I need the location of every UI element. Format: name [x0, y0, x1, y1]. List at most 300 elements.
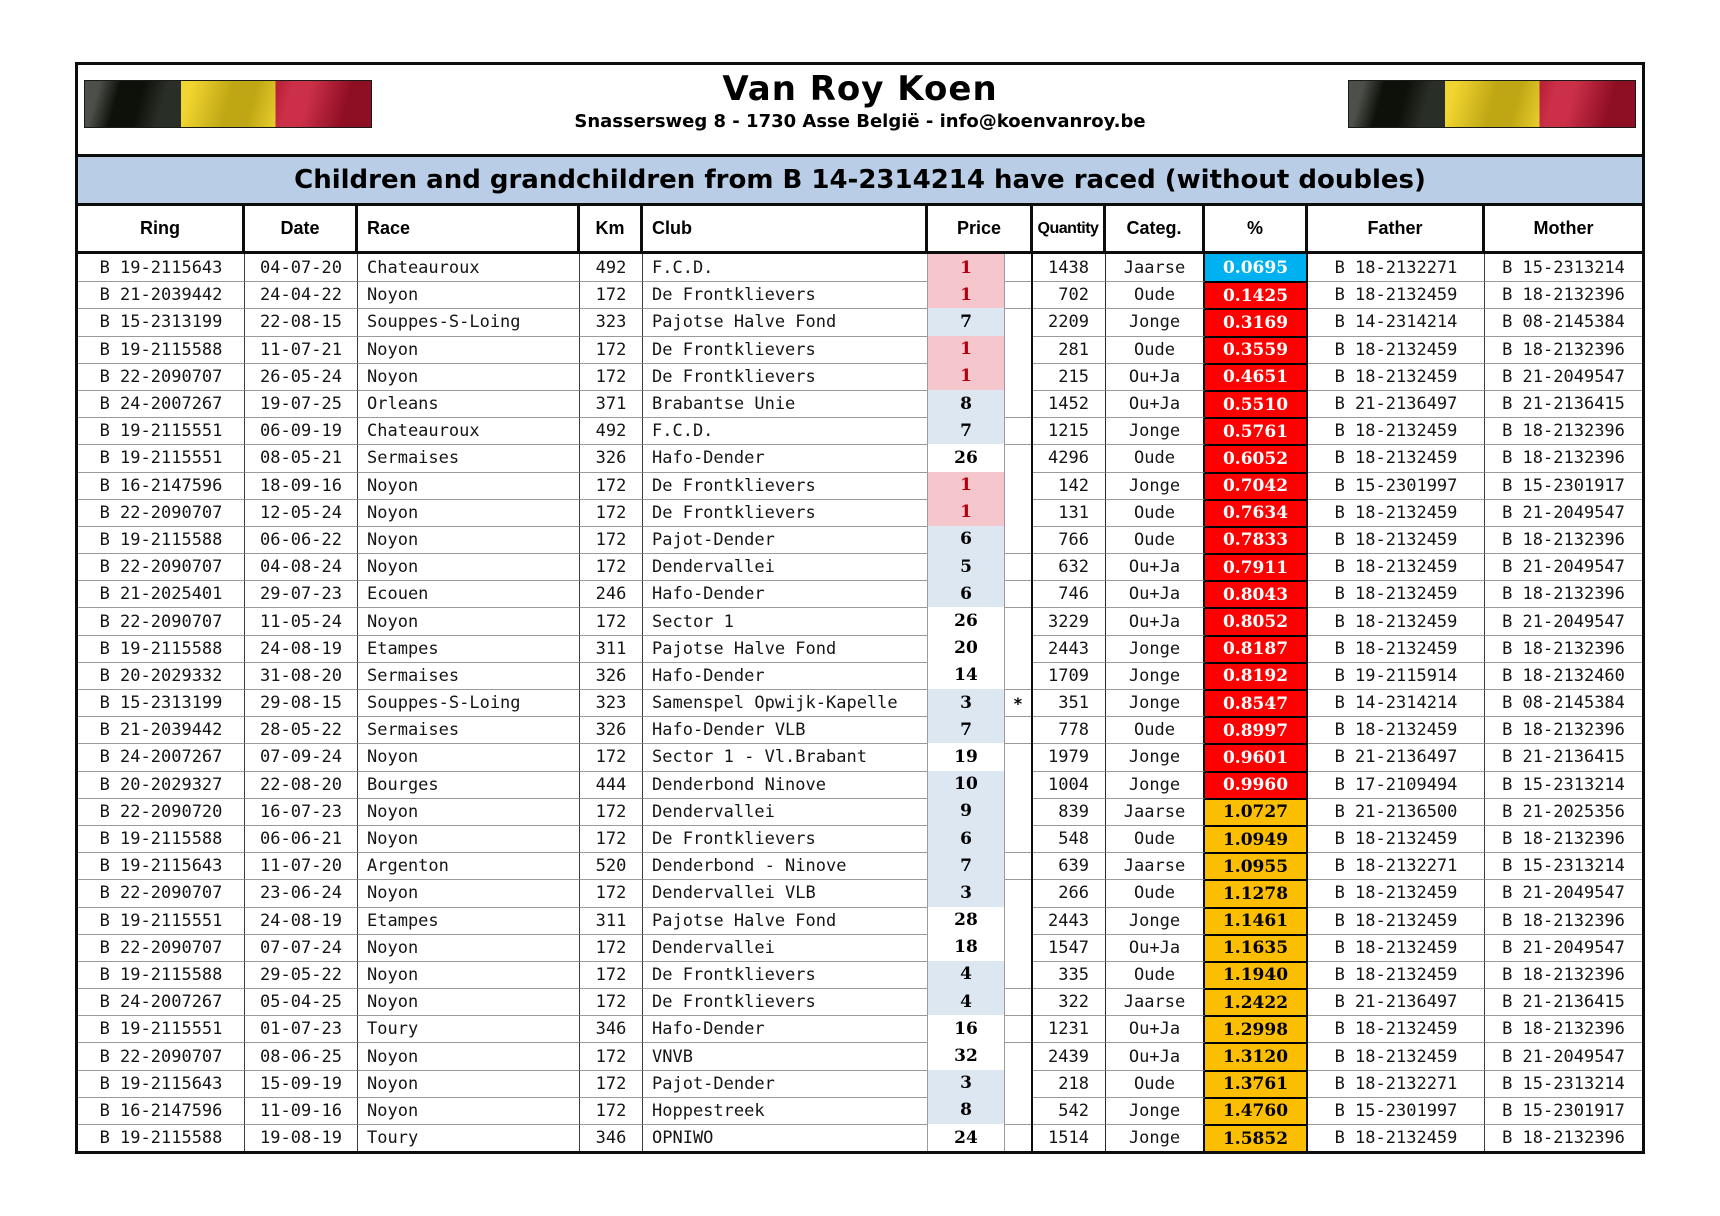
- ring-cell: B 19-2115551: [78, 1015, 245, 1042]
- quantity-cell: 1979: [1033, 743, 1106, 770]
- percent-value: 0.7634: [1205, 499, 1306, 526]
- ring-cell: B 19-2115588: [78, 526, 245, 553]
- table-row: [78, 336, 1642, 363]
- mother-cell: B 18-2132396: [1485, 1015, 1642, 1042]
- ring-cell: B 19-2115588: [78, 961, 245, 988]
- percent-cell: [1205, 390, 1308, 417]
- price-value: 7: [928, 716, 1004, 743]
- table-row: [78, 961, 1642, 988]
- km-cell: 520: [580, 852, 643, 879]
- father-cell: B 18-2132271: [1308, 852, 1485, 879]
- price-star: [1004, 607, 1031, 634]
- price-star: [1004, 526, 1031, 553]
- percent-cell: [1205, 499, 1308, 526]
- category-cell: Jonge: [1106, 472, 1205, 499]
- quantity-cell: 632: [1033, 553, 1106, 580]
- price-cell: [928, 689, 1033, 716]
- percent-value: 1.5852: [1205, 1124, 1306, 1151]
- price-value: 26: [928, 444, 1004, 471]
- race-cell: Noyon: [358, 988, 580, 1015]
- price-cell: [928, 961, 1033, 988]
- document-header: [78, 69, 1642, 154]
- category-cell: Oude: [1106, 716, 1205, 743]
- race-cell: Noyon: [358, 607, 580, 634]
- price-star: [1004, 444, 1031, 471]
- date-cell: 24-08-19: [245, 907, 358, 934]
- club-cell: Pajotse Halve Fond: [643, 635, 928, 662]
- percent-value: 0.8052: [1205, 607, 1306, 634]
- price-value: 6: [928, 580, 1004, 607]
- price-star: [1004, 308, 1031, 335]
- race-cell: Noyon: [358, 472, 580, 499]
- category-cell: Jonge: [1106, 743, 1205, 770]
- ring-cell: B 22-2090707: [78, 879, 245, 906]
- ring-cell: B 19-2115551: [78, 907, 245, 934]
- percent-cell: [1205, 1097, 1308, 1124]
- quantity-cell: 131: [1033, 499, 1106, 526]
- price-star: [1004, 553, 1031, 580]
- father-cell: B 14-2314214: [1308, 308, 1485, 335]
- quantity-cell: 2443: [1033, 907, 1106, 934]
- quantity-cell: 1709: [1033, 662, 1106, 689]
- club-cell: De Frontklievers: [643, 825, 928, 852]
- price-value: 6: [928, 526, 1004, 553]
- percent-cell: [1205, 580, 1308, 607]
- price-cell: [928, 336, 1033, 363]
- quantity-cell: 702: [1033, 281, 1106, 308]
- date-cell: 15-09-19: [245, 1070, 358, 1097]
- race-cell: Noyon: [358, 281, 580, 308]
- percent-value: 1.1635: [1205, 934, 1306, 961]
- price-cell: [928, 580, 1033, 607]
- father-cell: B 18-2132459: [1308, 417, 1485, 444]
- price-star: [1004, 281, 1031, 308]
- father-cell: B 15-2301997: [1308, 472, 1485, 499]
- percent-value: 1.1461: [1205, 907, 1306, 934]
- price-star: [1004, 825, 1031, 852]
- race-cell: Noyon: [358, 961, 580, 988]
- mother-cell: B 15-2313214: [1502, 257, 1625, 278]
- percent-cell: [1205, 662, 1308, 689]
- quantity-cell: 218: [1033, 1070, 1106, 1097]
- ring-cell: B 22-2090707: [78, 1042, 245, 1069]
- category-cell: Ou+Ja: [1106, 607, 1205, 634]
- price-value: 7: [928, 308, 1004, 335]
- mother-cell: B 18-2132396: [1485, 580, 1642, 607]
- percent-cell: [1205, 1015, 1308, 1042]
- col-header-mother: Mother: [1533, 218, 1594, 238]
- km-cell: 172: [580, 472, 643, 499]
- mother-cell: B 08-2145384: [1485, 689, 1642, 716]
- father-cell: B 18-2132459: [1308, 580, 1485, 607]
- percent-value: 0.8192: [1205, 662, 1306, 689]
- km-cell: 172: [580, 1070, 643, 1097]
- date-cell: 19-08-19: [245, 1124, 358, 1151]
- category-cell: Jonge: [1106, 1124, 1205, 1151]
- race-cell: Noyon: [358, 1070, 580, 1097]
- km-cell: 492: [580, 417, 643, 444]
- quantity-cell: 746: [1033, 580, 1106, 607]
- percent-cell: [1205, 771, 1308, 798]
- club-cell: Sector 1: [643, 607, 928, 634]
- ring-cell: B 16-2147596: [78, 472, 245, 499]
- race-cell: Toury: [358, 1124, 580, 1151]
- price-star: [1004, 662, 1031, 689]
- table-row: [78, 417, 1642, 444]
- race-cell: Argenton: [358, 852, 580, 879]
- percent-value: 0.8187: [1205, 635, 1306, 662]
- category-cell: Ou+Ja: [1106, 580, 1205, 607]
- price-star: [1004, 499, 1031, 526]
- percent-value: 1.0955: [1205, 852, 1306, 879]
- table-row: [78, 662, 1642, 689]
- category-cell: Ou+Ja: [1106, 390, 1205, 417]
- mother-cell: B 18-2132396: [1485, 281, 1642, 308]
- price-value: 6: [928, 825, 1004, 852]
- date-cell: 01-07-23: [245, 1015, 358, 1042]
- category-cell: Jaarse: [1106, 988, 1205, 1015]
- table-row: [78, 308, 1642, 335]
- col-header-quantity: Quantity: [1033, 206, 1106, 251]
- category-cell: Jaarse: [1106, 852, 1205, 879]
- race-cell: Noyon: [358, 934, 580, 961]
- percent-cell: [1205, 988, 1308, 1015]
- percent-value: 1.0949: [1205, 825, 1306, 852]
- quantity-cell: 1452: [1033, 390, 1106, 417]
- race-cell: Chateauroux: [358, 417, 580, 444]
- quantity-cell: 2439: [1033, 1042, 1106, 1069]
- km-cell: 172: [580, 1042, 643, 1069]
- date-cell: 24-08-19: [245, 635, 358, 662]
- date-cell: 23-06-24: [245, 879, 358, 906]
- percent-value: 0.7833: [1205, 526, 1306, 553]
- quantity-cell: 351: [1033, 689, 1106, 716]
- mother-cell: B 21-2136415: [1485, 743, 1642, 770]
- ring-cell: B 19-2115551: [78, 444, 245, 471]
- table-row: [78, 988, 1642, 1015]
- race-cell: Sermaises: [358, 662, 580, 689]
- quantity-cell: 766: [1033, 526, 1106, 553]
- club-cell: Pajot-Dender: [643, 1070, 928, 1097]
- price-star: [1004, 716, 1031, 743]
- race-cell: Noyon: [358, 499, 580, 526]
- father-cell: B 18-2132459: [1308, 635, 1485, 662]
- club-cell: Dendervallei: [643, 798, 928, 825]
- ring-cell: B 19-2115643: [78, 852, 245, 879]
- mother-cell: B 18-2132396: [1485, 961, 1642, 988]
- belgian-flag-icon: [1348, 80, 1636, 128]
- km-cell: 172: [580, 825, 643, 852]
- ring-cell: B 24-2007267: [78, 988, 245, 1015]
- category-cell: Oude: [1106, 444, 1205, 471]
- date-cell: 31-08-20: [245, 662, 358, 689]
- club-cell: Dendervallei VLB: [643, 879, 928, 906]
- date-cell: 11-09-16: [245, 1097, 358, 1124]
- km-cell: 172: [580, 499, 643, 526]
- price-star: [1004, 907, 1031, 934]
- price-star: [1004, 743, 1031, 770]
- price-star: [1004, 580, 1031, 607]
- km-cell: 172: [580, 363, 643, 390]
- mother-cell: B 15-2313214: [1485, 1070, 1642, 1097]
- table-row: [78, 798, 1642, 825]
- percent-cell: [1205, 798, 1308, 825]
- date-cell: 28-05-22: [245, 716, 358, 743]
- category-cell: Jonge: [1106, 662, 1205, 689]
- table-row: [78, 907, 1642, 934]
- ring-cell: B 15-2313199: [78, 689, 245, 716]
- mother-cell: B 21-2049547: [1485, 553, 1642, 580]
- page-title: Van Roy Koen: [722, 69, 998, 109]
- race-cell: Noyon: [358, 553, 580, 580]
- race-cell: Etampes: [358, 635, 580, 662]
- price-cell: [928, 798, 1033, 825]
- quantity-cell: 2443: [1033, 635, 1106, 662]
- km-cell: 172: [580, 988, 643, 1015]
- price-star: [1004, 336, 1031, 363]
- percent-value: 0.7911: [1205, 553, 1306, 580]
- mother-cell: B 18-2132396: [1485, 825, 1642, 852]
- club-cell: VNVB: [643, 1042, 928, 1069]
- club-cell: Pajotse Halve Fond: [643, 907, 928, 934]
- price-value: 4: [928, 961, 1004, 988]
- table-row: [78, 1124, 1642, 1151]
- mother-cell: B 18-2132396: [1485, 1124, 1642, 1151]
- km-cell: 346: [580, 1015, 643, 1042]
- percent-cell: [1205, 417, 1308, 444]
- father-cell: B 18-2132459: [1308, 825, 1485, 852]
- date-cell: 24-04-22: [245, 281, 358, 308]
- race-cell: Chateauroux: [358, 254, 580, 281]
- price-cell: [928, 716, 1033, 743]
- race-cell: Noyon: [358, 526, 580, 553]
- price-cell: [928, 825, 1033, 852]
- km-cell: 172: [580, 553, 643, 580]
- club-cell: De Frontklievers: [643, 336, 928, 363]
- percent-cell: [1205, 743, 1308, 770]
- price-value: 1: [928, 254, 1004, 281]
- price-value: 18: [928, 934, 1004, 961]
- quantity-cell: 542: [1033, 1097, 1106, 1124]
- ring-cell: B 21-2039442: [78, 281, 245, 308]
- price-value: 4: [928, 988, 1004, 1015]
- category-cell: Ou+Ja: [1106, 1015, 1205, 1042]
- km-cell: 326: [580, 662, 643, 689]
- price-value: 1: [928, 281, 1004, 308]
- table-row: [78, 1042, 1642, 1069]
- percent-cell: [1205, 1070, 1308, 1097]
- km-cell: 323: [580, 308, 643, 335]
- table-row: [78, 716, 1642, 743]
- table-row: [78, 934, 1642, 961]
- mother-cell: B 21-2049547: [1485, 363, 1642, 390]
- percent-cell: [1205, 961, 1308, 988]
- quantity-cell: 322: [1033, 988, 1106, 1015]
- father-cell: B 14-2314214: [1308, 689, 1485, 716]
- ring-cell: B 19-2115588: [78, 1124, 245, 1151]
- category-cell: Ou+Ja: [1106, 363, 1205, 390]
- percent-cell: [1205, 852, 1308, 879]
- date-cell: 19-07-25: [245, 390, 358, 417]
- price-value: 16: [928, 1015, 1004, 1042]
- club-cell: Samenspel Opwijk-Kapelle: [643, 689, 928, 716]
- percent-value: 0.9960: [1205, 771, 1306, 798]
- percent-value: 0.5761: [1205, 417, 1306, 444]
- price-star: [1004, 417, 1031, 444]
- quantity-cell: 548: [1033, 825, 1106, 852]
- price-cell: [928, 390, 1033, 417]
- club-cell: Hafo-Dender: [643, 444, 928, 471]
- mother-cell: B 15-2301917: [1485, 1097, 1642, 1124]
- date-cell: 11-05-24: [245, 607, 358, 634]
- col-header-date: Date: [245, 206, 358, 251]
- km-cell: 444: [580, 771, 643, 798]
- mother-cell: B 15-2313214: [1485, 771, 1642, 798]
- club-cell: Hafo-Dender: [643, 580, 928, 607]
- date-cell: 11-07-20: [245, 852, 358, 879]
- quantity-cell: 1215: [1033, 417, 1106, 444]
- quantity-cell: 1231: [1033, 1015, 1106, 1042]
- price-value: 1: [928, 499, 1004, 526]
- father-cell: B 18-2132459: [1308, 526, 1485, 553]
- percent-cell: [1205, 607, 1308, 634]
- race-cell: Noyon: [358, 1042, 580, 1069]
- col-header-father: Father: [1308, 206, 1485, 251]
- km-cell: 172: [580, 879, 643, 906]
- race-cell: Noyon: [358, 798, 580, 825]
- ring-cell: B 19-2115588: [78, 825, 245, 852]
- club-cell: Hafo-Dender VLB: [643, 716, 928, 743]
- mother-cell: B 21-2025356: [1485, 798, 1642, 825]
- percent-value: 1.1940: [1205, 961, 1306, 988]
- father-cell: B 15-2301997: [1308, 1097, 1485, 1124]
- km-cell: 246: [580, 580, 643, 607]
- father-cell: B 18-2132459: [1308, 716, 1485, 743]
- father-cell: B 18-2132459: [1308, 879, 1485, 906]
- mother-cell: B 18-2132396: [1485, 526, 1642, 553]
- ring-cell: B 22-2090707: [78, 553, 245, 580]
- km-cell: 346: [580, 1124, 643, 1151]
- mother-cell: B 21-2136415: [1485, 988, 1642, 1015]
- price-value: 1: [928, 472, 1004, 499]
- date-cell: 06-09-19: [245, 417, 358, 444]
- price-star: [1004, 1015, 1031, 1042]
- category-cell: Oude: [1106, 499, 1205, 526]
- ring-cell: B 19-2115588: [78, 336, 245, 363]
- date-cell: 22-08-15: [245, 308, 358, 335]
- mother-cell: B 18-2132396: [1485, 417, 1642, 444]
- father-cell: B 18-2132271: [1308, 1070, 1485, 1097]
- percent-value: 0.9601: [1205, 743, 1306, 770]
- table-row: [78, 553, 1642, 580]
- quantity-cell: 335: [1033, 961, 1106, 988]
- mother-cell: B 15-2301917: [1485, 472, 1642, 499]
- table-row: [78, 444, 1642, 471]
- date-cell: 26-05-24: [245, 363, 358, 390]
- club-cell: De Frontklievers: [643, 499, 928, 526]
- category-cell: Oude: [1106, 879, 1205, 906]
- percent-value: 0.3169: [1205, 308, 1306, 335]
- date-cell: 29-08-15: [245, 689, 358, 716]
- date-cell: 04-07-20: [245, 254, 358, 281]
- quantity-cell: 266: [1033, 879, 1106, 906]
- club-cell: De Frontklievers: [643, 472, 928, 499]
- banner-text: Children and grandchildren from B 14-2314214 have raced (without doubles): [294, 165, 1426, 195]
- percent-cell: [1205, 254, 1308, 281]
- price-value: 5: [928, 553, 1004, 580]
- ring-cell: B 22-2090707: [78, 607, 245, 634]
- price-cell: [928, 363, 1033, 390]
- ring-cell: B 19-2115588: [78, 635, 245, 662]
- col-header-ring: Ring: [78, 206, 245, 251]
- quantity-cell: 4296: [1033, 444, 1106, 471]
- price-value: 24: [928, 1124, 1004, 1151]
- document-frame: [75, 62, 1645, 1154]
- race-cell: Souppes-S-Loing: [358, 689, 580, 716]
- father-cell: B 18-2132459: [1308, 281, 1485, 308]
- race-cell: Orleans: [358, 390, 580, 417]
- address-line: Snassersweg 8 - 1730 Asse België - info@koenvanroy.be: [574, 111, 1146, 132]
- table-row: [78, 580, 1642, 607]
- km-cell: 172: [580, 336, 643, 363]
- percent-cell: [1205, 526, 1308, 553]
- km-cell: 492: [580, 254, 643, 281]
- price-star: [1004, 254, 1031, 281]
- table-row: [78, 879, 1642, 906]
- quantity-cell: 142: [1033, 472, 1106, 499]
- category-cell: Oude: [1106, 281, 1205, 308]
- km-cell: 172: [580, 607, 643, 634]
- percent-value: 1.4760: [1205, 1097, 1306, 1124]
- table-row: [78, 526, 1642, 553]
- price-cell: [928, 1015, 1033, 1042]
- father-cell: B 18-2132459: [1308, 961, 1485, 988]
- percent-value: 1.3120: [1205, 1042, 1306, 1069]
- table-row: [78, 472, 1642, 499]
- mother-cell: B 21-2049547: [1485, 1042, 1642, 1069]
- km-cell: 326: [580, 444, 643, 471]
- price-cell: [928, 526, 1033, 553]
- percent-value: 0.4651: [1205, 363, 1306, 390]
- father-cell: B 18-2132271: [1308, 254, 1485, 281]
- date-cell: 04-08-24: [245, 553, 358, 580]
- km-cell: 311: [580, 635, 643, 662]
- ring-cell: B 22-2090720: [78, 798, 245, 825]
- father-cell: B 18-2132459: [1308, 1015, 1485, 1042]
- club-cell: Dendervallei: [643, 934, 928, 961]
- col-header-percent: %: [1205, 206, 1308, 251]
- percent-value: 0.8043: [1205, 580, 1306, 607]
- percent-cell: [1205, 934, 1308, 961]
- percent-cell: [1205, 635, 1308, 662]
- quantity-cell: 1004: [1033, 771, 1106, 798]
- price-value: 7: [928, 852, 1004, 879]
- percent-cell: [1205, 1124, 1308, 1151]
- col-header-km: Km: [580, 206, 643, 251]
- price-cell: [928, 907, 1033, 934]
- col-header-race: Race: [358, 206, 580, 251]
- table-row: [78, 499, 1642, 526]
- price-value: 8: [928, 390, 1004, 417]
- mother-cell: B 08-2145384: [1485, 308, 1642, 335]
- mother-cell: B 18-2132396: [1485, 716, 1642, 743]
- date-cell: 18-09-16: [245, 472, 358, 499]
- km-cell: 172: [580, 526, 643, 553]
- mother-cell: B 21-2136415: [1485, 390, 1642, 417]
- father-cell: B 18-2132459: [1308, 553, 1485, 580]
- category-cell: Oude: [1106, 1070, 1205, 1097]
- table-row: [78, 281, 1642, 308]
